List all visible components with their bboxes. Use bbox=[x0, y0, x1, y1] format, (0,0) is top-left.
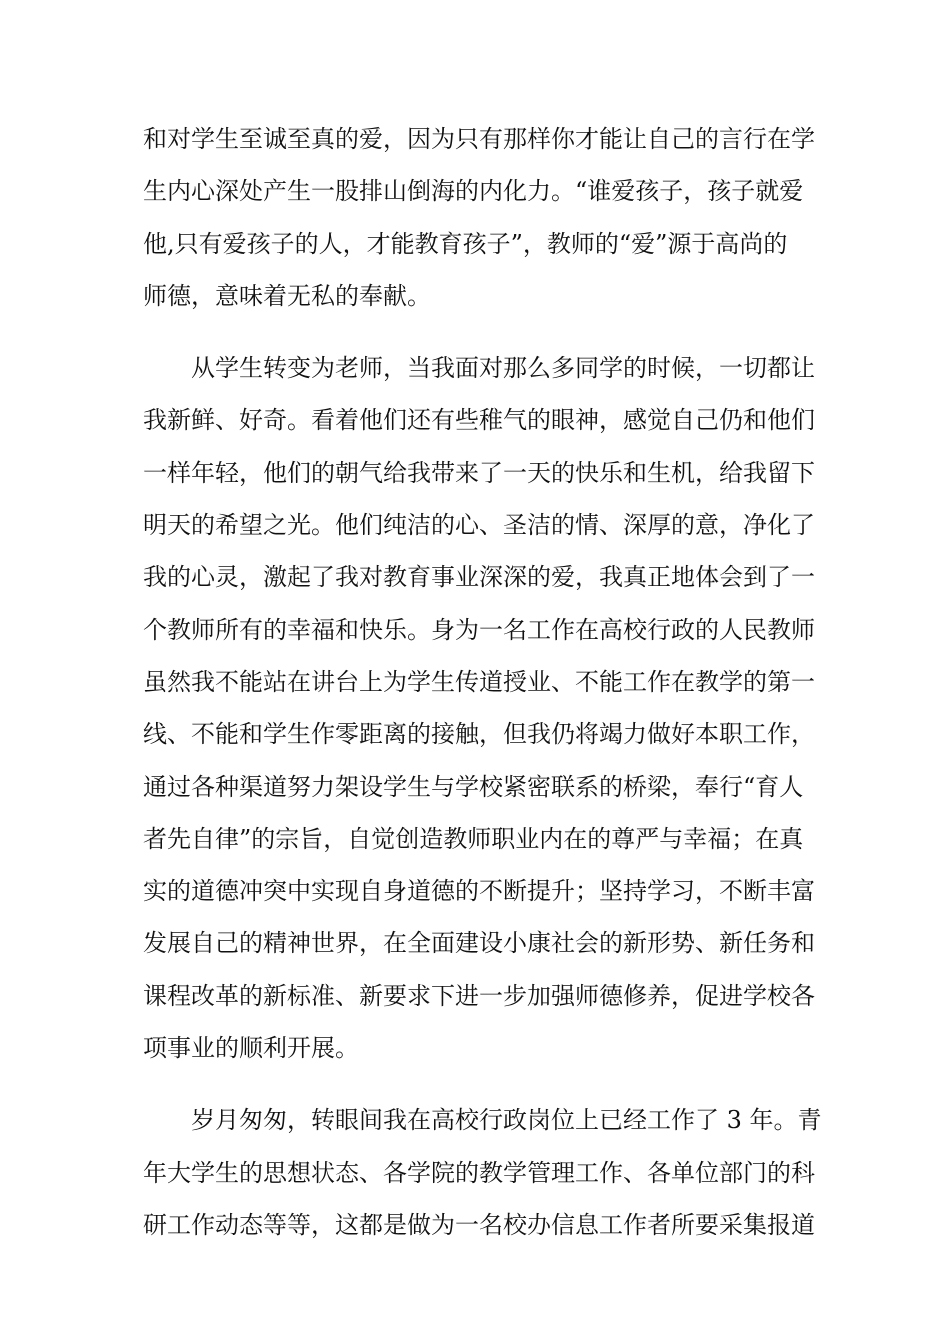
text-line: 生内心深处产生一股排山倒海的内化力。“谁爱孩子，孩子就爱 bbox=[143, 177, 804, 206]
text-line: 年大学生的思想状态、各学院的教学管理工作、各单位部门的科 bbox=[143, 1158, 815, 1187]
text-line: 我的心灵，激起了我对教育事业深深的爱，我真正地体会到了一 bbox=[143, 563, 815, 592]
document-body bbox=[143, 113, 822, 1251]
text-line: 课程改革的新标准、新要求下进一步加强师德修养，促进学校各 bbox=[143, 981, 815, 1010]
text-line: 个教师所有的幸福和快乐。身为一名工作在高校行政的人民教师 bbox=[143, 615, 815, 644]
text-line: 虽然我不能站在讲台上为学生传道授业、不能工作在教学的第一 bbox=[143, 667, 815, 696]
text-line: 我新鲜、好奇。看着他们还有些稚气的眼神，感觉自己仍和他们 bbox=[143, 406, 815, 435]
text-line: 他,只有爱孩子的人，才能教育孩子”，教师的“爱”源于高尚的 bbox=[143, 229, 788, 258]
paragraph-2 bbox=[143, 342, 815, 1074]
text-line: 研工作动态等等，这都是做为一名校办信息工作者所要采集报道 bbox=[143, 1210, 815, 1239]
text-line: 发展自己的精神世界，在全面建设小康社会的新形势、新任务和 bbox=[143, 929, 815, 958]
text-line: 和对学生至诚至真的爱，因为只有那样你才能让自己的言行在学 bbox=[143, 125, 815, 153]
text-line: 通过各种渠道努力架设学生与学校紧密联系的桥梁，奉行“育人 bbox=[143, 772, 804, 801]
text-line: 师德，意味着无私的奉献。 bbox=[143, 281, 431, 310]
text-line: 一样年轻，他们的朝气给我带来了一天的快乐和生机，给我留下 bbox=[143, 458, 815, 487]
text-line: 明天的希望之光。他们纯洁的心、圣洁的情、深厚的意，净化了 bbox=[143, 511, 815, 540]
text-line: 项事业的顺利开展。 bbox=[143, 1034, 359, 1063]
text-line: 实的道德冲突中实现自身道德的不断提升；坚持学习，不断丰富 bbox=[143, 877, 815, 906]
text-line: 岁月匆匆，转眼间我在高校行政岗位上已经工作了 3 年。青 bbox=[191, 1106, 822, 1135]
text-line: 从学生转变为老师，当我面对那么多同学的时候，一切都让 bbox=[191, 354, 815, 383]
text-line: 者先自律”的宗旨，自觉创造教师职业内在的尊严与幸福；在真 bbox=[143, 824, 804, 853]
paragraph-1 bbox=[143, 113, 815, 322]
text-line: 线、不能和学生作零距离的接触，但我仍将竭力做好本职工作， bbox=[143, 720, 815, 749]
paragraph-3 bbox=[143, 1094, 822, 1251]
